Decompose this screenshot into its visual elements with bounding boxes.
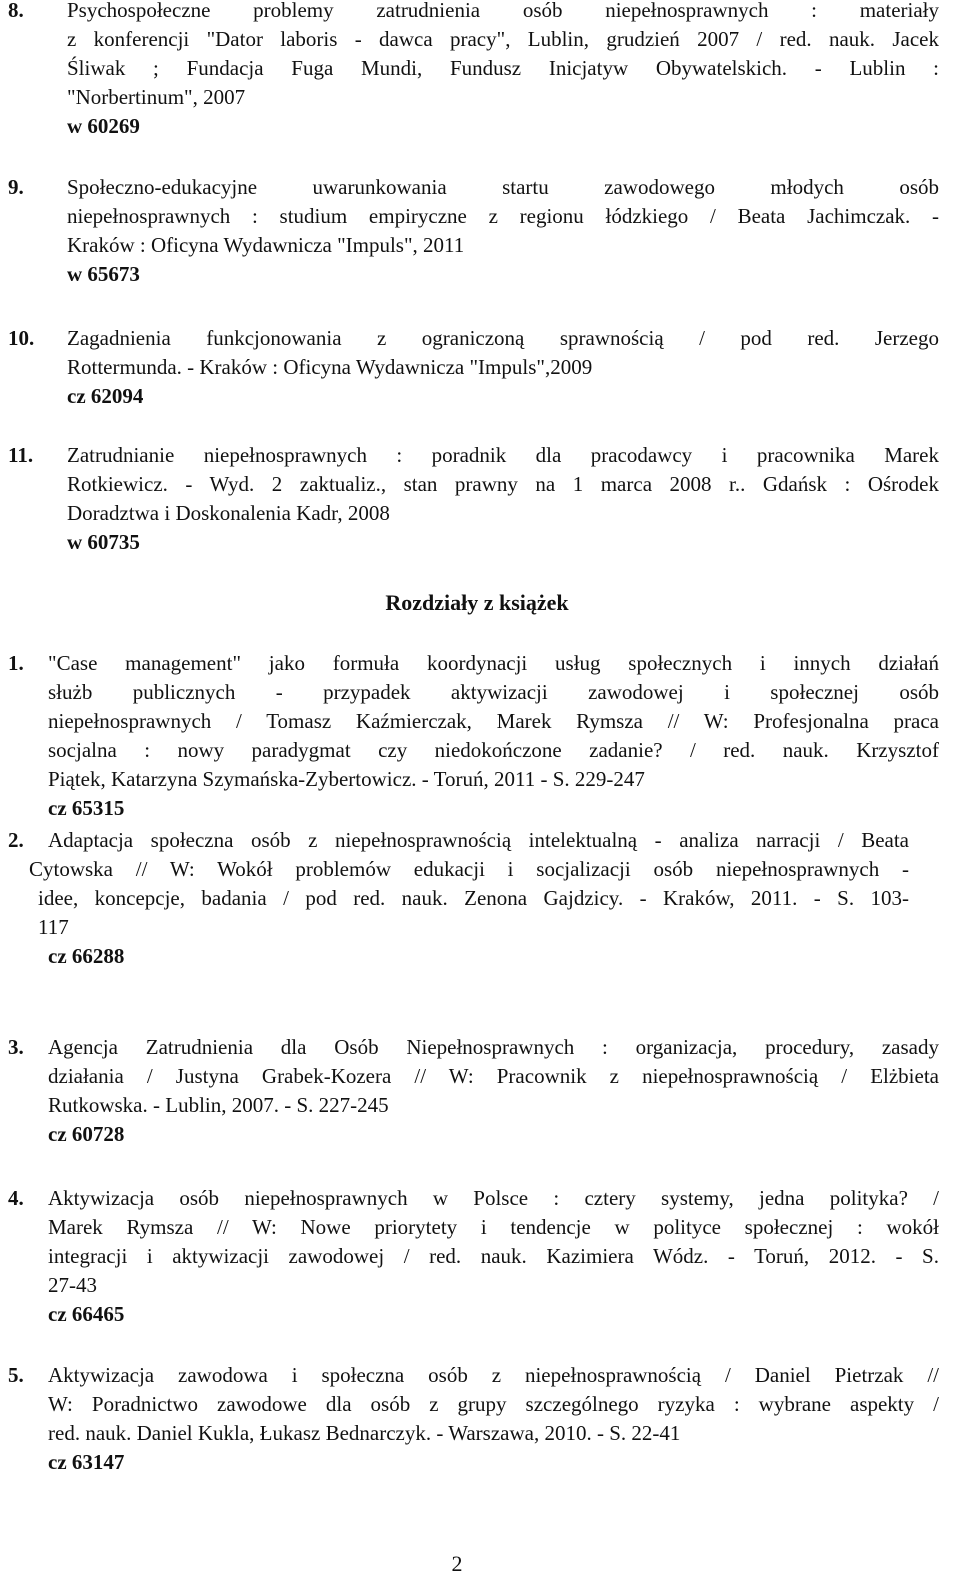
entry-line: 27-43: [48, 1273, 97, 1297]
entry-line: W: Poradnictwo zawodowe dla osób z grupy szczególnego ryzyka : wybrane aspekty /: [48, 1392, 939, 1416]
entry-number: 5.: [8, 1363, 24, 1387]
section-heading: [0, 590, 960, 616]
entry-line: Rutkowska. - Lublin, 2007. - S. 227-245: [48, 1093, 389, 1117]
entry-line: Doradztwa i Doskonalenia Kadr, 2008: [67, 501, 390, 525]
entry-line: Zatrudnianie niepełnosprawnych : poradnik dla pracodawcy i pracownika Marek: [67, 443, 939, 467]
entry-line: Psychospołeczne problemy zatrudnienia osób niepełnosprawnych : materiały: [67, 0, 939, 22]
section-heading-text: Rozdziały z książek: [385, 590, 569, 615]
entry-line: red. nauk. Daniel Kukla, Łukasz Bednarczyk. - Warszawa, 2010. - S. 22-41: [48, 1421, 681, 1445]
page-number-text: 2: [451, 1551, 463, 1576]
entry-line: Piątek, Katarzyna Szymańska-Zybertowicz. - Toruń, 2011 - S. 229-247: [48, 767, 645, 791]
entry-line: Adaptacja społeczna osób z niepełnosprawnością intelektualną - analiza narracji / Beata: [48, 828, 909, 852]
entry-number: 11.: [8, 443, 34, 467]
call-number: cz 66465: [48, 1302, 125, 1326]
call-number: cz 62094: [67, 384, 144, 408]
entry-number: 1.: [8, 651, 24, 675]
entry-text: [67, 173, 939, 289]
entry-line: Śliwak ; Fundacja Fuga Mundi, Fundusz Inicjatyw Obywatelskich. - Lublin :: [67, 56, 939, 80]
entry-line: niepełnosprawnych : studium empiryczne z regionu łódzkiego / Beata Jachimczak. -: [67, 204, 939, 228]
entry-number: 3.: [8, 1035, 24, 1059]
entry-text: [29, 826, 909, 971]
call-number: w 60735: [67, 530, 140, 554]
entry-line: "Norbertinum", 2007: [67, 85, 246, 109]
entry-number: 4.: [8, 1186, 24, 1210]
entry-line: idee, koncepcje, badania / pod red. nauk. Zenona Gajdzicy. - Kraków, 2011. - S. 103-: [38, 886, 909, 910]
call-number: cz 65315: [48, 796, 125, 820]
entry-text: [48, 1361, 939, 1477]
entry-line: z konferencji "Dator laboris - dawca pracy", Lublin, grudzień 2007 / red. nauk. Jacek: [67, 27, 939, 51]
entry-text: [67, 324, 939, 411]
entry-text: [48, 1033, 939, 1149]
entry-text: [48, 649, 939, 823]
call-number: cz 66288: [48, 944, 125, 968]
entry-line: "Case management" jako formuła koordynacji usług społecznych i innych działań: [48, 651, 939, 675]
entry-line: Marek Rymsza // W: Nowe priorytety i tendencje w polityce społecznej : wokół: [48, 1215, 939, 1239]
entry-number: 10.: [8, 326, 35, 350]
entry-line: Zagadnienia funkcjonowania z ograniczoną sprawnością / pod red. Jerzego: [67, 326, 939, 350]
entry-line: służb publicznych - przypadek aktywizacji zawodowej i społecznej osób: [48, 680, 939, 704]
entry-line: Aktywizacja zawodowa i społeczna osób z niepełnosprawnością / Daniel Pietrzak //: [48, 1363, 939, 1387]
entry-line: Aktywizacja osób niepełnosprawnych w Polsce : cztery systemy, jedna polityka? /: [48, 1186, 939, 1210]
call-number: w 65673: [67, 262, 140, 286]
entry-line: Rotkiewicz. - Wyd. 2 zaktualiz., stan prawny na 1 marca 2008 r.. Gdańsk : Ośrodek: [67, 472, 939, 496]
entry-number: 2.: [8, 828, 24, 852]
entry-line: Cytowska // W: Wokół problemów edukacji i socjalizacji osób niepełnosprawnych -: [29, 857, 909, 881]
entry-line: integracji i aktywizacji zawodowej / red. nauk. Kazimiera Wódz. - Toruń, 2012. - S.: [48, 1244, 939, 1268]
page-number: [0, 1551, 960, 1577]
entry-line: socjalna : nowy paradygmat czy niedokończone zadanie? / red. nauk. Krzysztof: [48, 738, 939, 762]
entry-line: niepełnosprawnych / Tomasz Kaźmierczak, Marek Rymsza // W: Profesjonalna praca: [48, 709, 939, 733]
entry-line: Kraków : Oficyna Wydawnicza "Impuls", 2011: [67, 233, 465, 257]
entry-line: Agencja Zatrudnienia dla Osób Niepełnosprawnych : organizacja, procedury, zasady: [48, 1035, 939, 1059]
call-number: cz 60728: [48, 1122, 125, 1146]
call-number: w 60269: [67, 114, 140, 138]
entry-line: działania / Justyna Grabek-Kozera // W: Pracownik z niepełnosprawnością / Elżbieta: [48, 1064, 939, 1088]
entry-number: 9.: [8, 175, 24, 199]
call-number: cz 63147: [48, 1450, 125, 1474]
entry-line: Społeczno-edukacyjne uwarunkowania startu zawodowego młodych osób: [67, 175, 939, 199]
entry-text: [48, 1184, 939, 1329]
entry-number: 8.: [8, 0, 24, 22]
entry-text: [67, 0, 939, 141]
entry-line: Rottermunda. - Kraków : Oficyna Wydawnicza "Impuls",2009: [67, 355, 593, 379]
entry-line: 117: [38, 915, 69, 939]
entry-text: [67, 441, 939, 557]
